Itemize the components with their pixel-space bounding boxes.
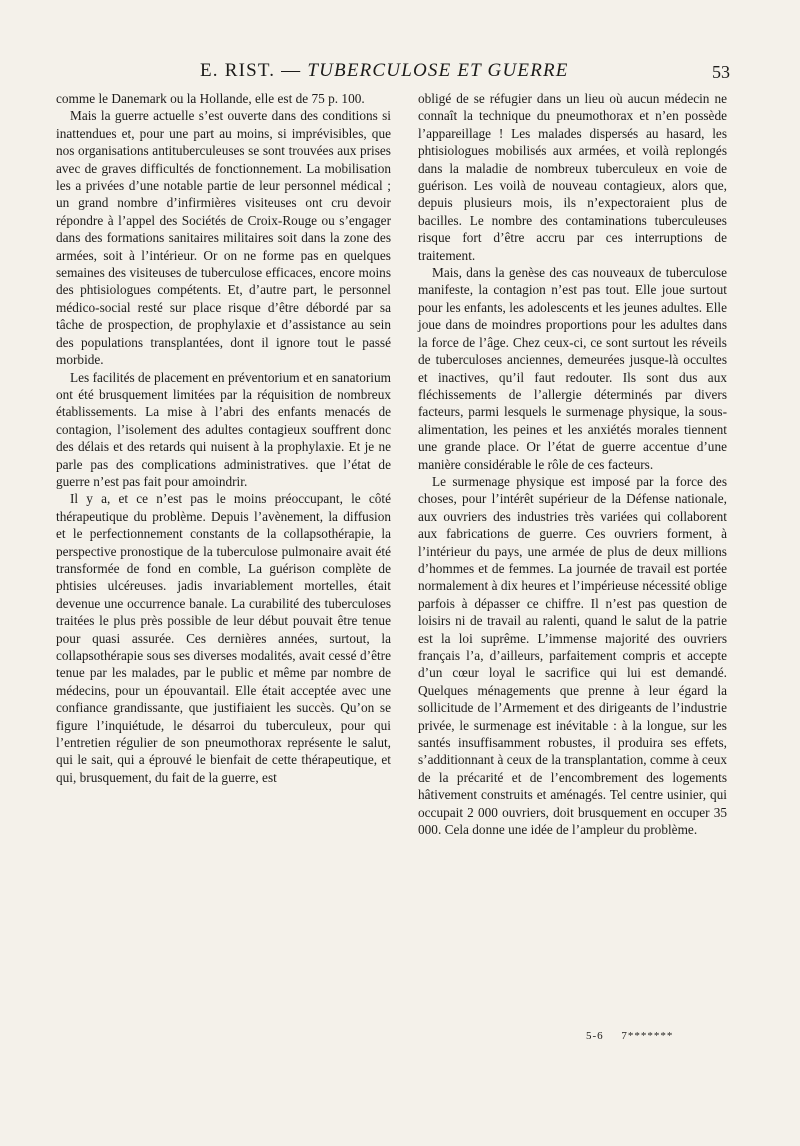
printer-signature — [586, 1030, 673, 1042]
paragraph: obligé de se réfugier dans un lieu où aucun médecin ne connaît la technique du pneumothorax et n’en possède l’appareillage ! Les malades dispersés au hasard, les phtisiologues mobilisés aux armées, et voilà replongés dans la maladie de nombreux tuberculeux en voie de guérison. Les voilà de nouveau contagieux, alors que, depuis plusieurs mois, ils n’expectoraient plus de bacilles. Le nombre des contaminations tuberculeuses risque fort d’être accru par ces interruptions de traitement. — [418, 91, 727, 263]
page-number: 53 — [712, 62, 730, 82]
left-column — [56, 90, 391, 786]
paragraph: Le surmenage physique est imposé par la force des choses, pour l’intérêt supérieur de la Défense nationale, aux ouvriers des industries très variées qui collaborent aux fabrications de guerre. Ces ouvriers forment, à l’intérieur du pays, une armée de plus de deux millions d’hommes et de femmes. La journée de travail est portée normalement à dix heures et l’impérieuse nécessité oblige parfois à dépasser ce chiffre. Il n’est pas question de loisirs ni de travail au ralenti, quand le salut de la patrie est la loi suprême. L’immense majorité des ouvriers français l’a, d’ailleurs, parfaitement compris et accepte d’un cœur loyal le sacrifice qui lui est demandé. Quelques ménagements que prenne à leur égard la sollicitude de l’Armement et des dirigeants de l’industrie privée, le surmenage est inévitable : à la longue, sur les santés insuffisamment robustes, il produira ses effets, s’additionnant à ceux de la transplantation, comme à ceux de la précarité et de l’encombrement des logements hâtivement construits et aménagés. Tel centre usinier, qui occupait 2 000 ouvriers, doit brusquement en occuper 35 000. Cela donne une idée de l’ampleur du problème. — [418, 473, 727, 838]
paragraph: comme le Danemark ou la Hollande, elle est de 75 p. 100. — [56, 91, 365, 106]
header-author: E. RIST. — — [200, 60, 302, 81]
paragraph: Mais la guerre actuelle s’est ouverte dans des conditions si inattendues et, pour une part au moins, si imprévisibles, que nos organisations antituberculeuses se sont trouvées aux prises avec de graves difficultés de fonctionnement. La mobilisation les a privées d’une notable partie de leur personnel médical ; un grand nombre d’infirmières visiteuses ont cru devoir répondre à l’appel des Sociétés de Croix-Rouge ou s’engager dans des formations sanitaires militaires soit dans la zone des armées, soit à l’intérieur. Or on ne forme pas en quelques semaines des visiteuses de tuberculose efficaces, encore moins des phtisiologues compétents. Et, d’autre part, le personnel médico-social resté sur place risque d’être débordé par sa tâche de prospection, de prophylaxie et d’assistance au sein des populations transplantées, dont il ignore tout le passé morbide. — [56, 108, 391, 368]
header-title: TUBERCULOSE ET GUERRE — [307, 60, 569, 81]
signature-number: 5-6 — [586, 1030, 604, 1042]
right-column — [418, 90, 727, 838]
paragraph: Il y a, et ce n’est pas le moins préoccupant, le côté thérapeutique du problème. Depuis l’avènement, la diffusion et le perfectionnement constants de la collapsothérapie, la perspective pronostique de la tuberculose pulmonaire avait été transformée de fond en comble, La guérison complète de phtisies ulcéreuses. jadis invariablement mortelles, était devenue une occurrence banale. La curabilité des tuberculoses traitées le plus près possible de leur début pouvait être tenue pour quasi assurée. Ces dernières années, surtout, la collapsothérapie sous ses diverses modalités, avait cessé d’être tenue par les malades, par le public et même par nombre de médecins, pour un épouvantail. Elle était acceptée avec une confiance grandissante, que justifiaient les succès. Qu’on se figure l’inquiétude, le désarroi du tuberculeux, pour qui l’entretien régulier de son pneumothorax représente le salut, qui le sait, qui a éprouvé le bienfait de cette thérapeutique, et qui, brusquement, du fait de la guerre, est — [56, 491, 391, 785]
signature-mark: 7******* — [621, 1030, 674, 1042]
paragraph: Les facilités de placement en préventorium et en sanatorium ont été brusquement limitées par la réquisition de nombreux établissements. La mise à l’abri des enfants menacés de contagion, l’isolement des adultes contagieux souffrent donc des délais et des retards qui nuisent à la prophylaxie. Et je ne parle pas des complications administratives. que l’état de guerre n’est pas fait pour amoindrir. — [56, 369, 391, 489]
paragraph: Mais, dans la genèse des cas nouveaux de tuberculose manifeste, la contagion n’est pas tout. Elle joue surtout pour les enfants, les adolescents et les jeunes adultes. Elle joue dans de moindres proportions pour les adultes dans la force de l’âge. Chez ceux-ci, ce sont surtout les réveils de tuberculoses anciennes, demeurées jusque-là occultes et inactives, qu’il faut redouter. Ils sont dus aux fléchissements de l’allergie déterminés par divers facteurs, parmi lesquels le surmenage physique, la sous-alimentation, les peines et les anxiétés morales tiennent une grande place. Or l’état de guerre accentue d’une manière considérable le rôle de ces facteurs. — [418, 265, 727, 472]
running-head — [200, 60, 569, 82]
running-header — [0, 60, 800, 86]
